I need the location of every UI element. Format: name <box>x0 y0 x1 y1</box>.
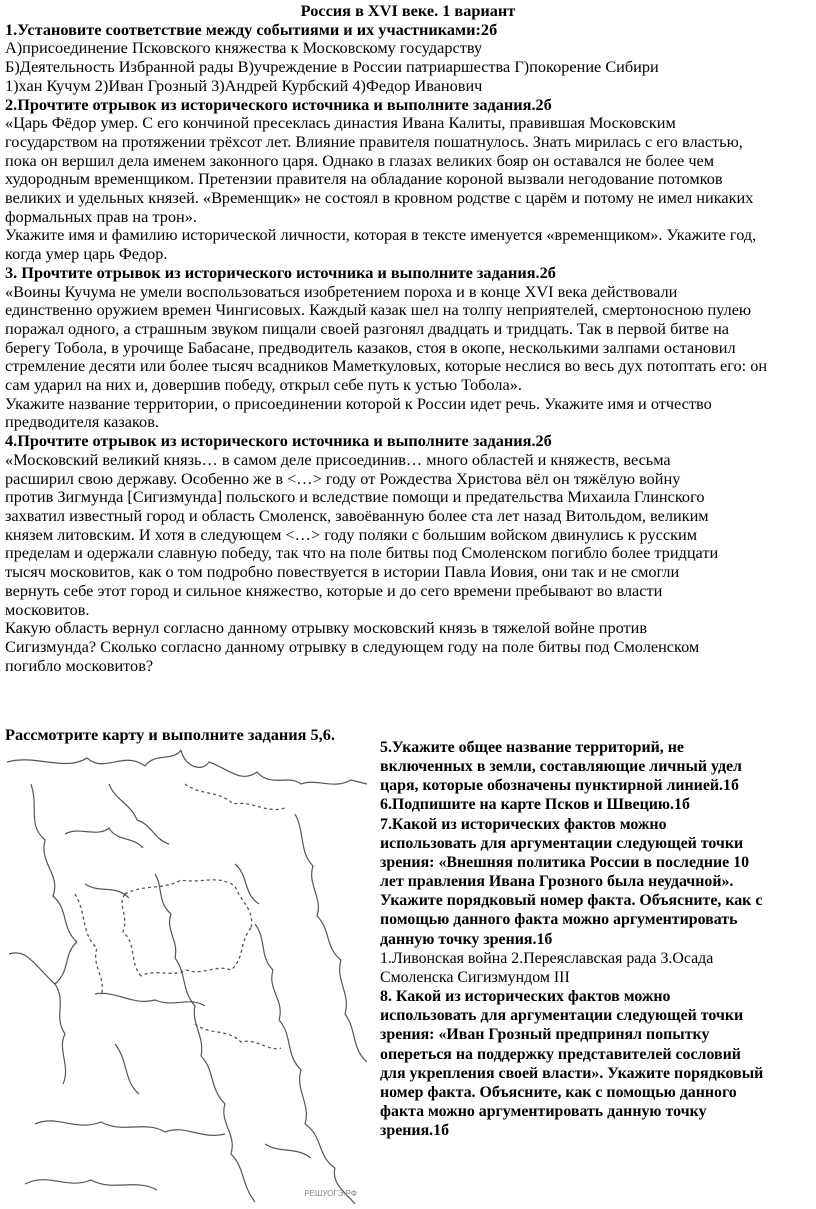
question-8 <box>380 987 811 1140</box>
question-4-line: «Московский великий князь… в самом деле присоединив… много областей и княжеств, весьма <box>5 449 671 469</box>
question-8-line: зрения.1б <box>380 1122 450 1140</box>
map-heading: Рассмотрите карту и выполните задания 5,6. <box>5 725 335 744</box>
question-2-line: худородным временщиком. Претензии правителя на обладание короной вызвали негодование потомков <box>5 169 723 189</box>
question-2-line: государством на протяжении трёхсот лет. Влияние правителя пошатнулось. Знать мирилась с его властью, <box>5 131 743 151</box>
question-3-line: единственно оружием времен Чингисовых. Каждый казак шел на толпу неприятелей, смертоносною пулею <box>5 300 752 320</box>
question-4-line: московитов. <box>5 599 90 619</box>
question-4-line: князем литовским. И хотя в следующем <…> году поляки с большим войском двинулись к русским <box>5 524 698 544</box>
question-4-heading: 4.Прочтите отрывок из исторического источника и выполните задания.2б <box>5 431 552 451</box>
question-3-line: сам ударил на них и, довершив победу, открыл себе путь к устью Тобола». <box>5 375 522 395</box>
question-3-line: берегу Тобола, в урочище Бабасане, предводитель казаков, стоя в окопе, несколькими залпами остановил <box>5 337 736 357</box>
question-4-line: пределам и одержали славную победу, так что на поле битвы под Смоленском погибло более тридцати <box>5 543 719 563</box>
question-5-line: царя, которые обозначены пунктирной линией.1б <box>380 777 739 795</box>
question-8-line: опереться на поддержку представителей сословий <box>380 1045 741 1063</box>
question-7-options: Смоленска Сигизмундом III <box>380 968 570 986</box>
question-2-line: когда умер царь Федор. <box>5 244 168 264</box>
question-3-heading: 3. Прочтите отрывок из исторического источника и выполните задания.2б <box>5 262 556 282</box>
question-7 <box>380 815 811 987</box>
question-1-line: Б)Деятельность Избранной рады В)учреждение в России патриаршества Г)покорение Сибири <box>5 57 659 77</box>
question-3-line: поражал одного, а страшным звуком пищали своей разгонял двадцать и тридцать. Так в первой битве на <box>5 318 730 338</box>
question-6 <box>380 795 811 814</box>
map-questions <box>380 738 811 1140</box>
question-4-line: тысяч московитов, как о том подробно повествуется в истории Павла Иовия, они так и не смогли <box>5 562 680 582</box>
question-2-line: «Царь Фёдор умер. С его кончиной пресеклась династия Ивана Калиты, правившая Московским <box>5 113 676 133</box>
map-drawing <box>5 744 367 1204</box>
question-2 <box>5 96 811 264</box>
question-7-options: 1.Ливонская война 2.Переяславская рада 3.Осада <box>380 949 714 967</box>
question-7-line: зрения: «Внешняя политика России в последние 10 <box>380 853 750 871</box>
question-5 <box>380 738 811 795</box>
question-3-line: стремление десяти или более тысяч всадников Маметкуловых, которые неслися во весь дух потоптать его: он <box>5 356 768 376</box>
question-4-line: захватил известный город и область Смоленск, завоёванную более ста лет назад Витольдом, великим <box>5 505 709 525</box>
question-5-line: 5.Укажите общее название территорий, не <box>380 739 684 756</box>
map-section <box>5 725 811 1198</box>
question-4-line: против Зигмунда [Сигизмунда] польского и вследствие помощи и предательства Михаила Глинского <box>5 487 705 507</box>
question-7-line: 7.Какой из исторических фактов можно <box>380 815 667 833</box>
question-2-heading: 2.Прочтите отрывок из исторического источника и выполните задания.2б <box>5 94 552 114</box>
question-4-line: вернуть себе этот город и сильное княжество, которые и до сего времени пребывают во власти <box>5 580 663 600</box>
question-3 <box>5 264 811 432</box>
question-2-line: Укажите имя и фамилию исторической личности, которая в тексте именуется «временщиком». Укажите год, <box>5 225 757 245</box>
question-8-line: зрения: «Иван Грозный предпринял попытку <box>380 1026 710 1044</box>
question-2-line: пока он вершил дела именем законного царя. Однако в глазах великих бояр он оставался не более чем <box>5 150 715 170</box>
question-1 <box>5 21 811 96</box>
question-8-line: номер факта. Объясните, как с помощью данного <box>380 1083 737 1101</box>
history-map <box>5 744 367 1204</box>
question-8-line: факта можно аргументировать данную точку <box>380 1102 707 1120</box>
question-7-line: Укажите порядковый номер факта. Объясните, как с <box>380 892 763 910</box>
worksheet-page <box>5 0 811 1198</box>
question-1-heading: 1.Установите соответствие между событиями и их участниками:2б <box>5 19 498 39</box>
question-2-line: формальных прав на трон». <box>5 206 197 226</box>
question-6-line: 6.Подпишите на карте Псков и Швецию.1б <box>380 796 690 814</box>
question-1-line: А)присоединение Псковского княжества к Московскому государству <box>5 38 483 58</box>
question-8-line: для укрепления своей власти». Укажите порядковый <box>380 1064 764 1082</box>
question-1-line: 1)хан Кучум 2)Иван Грозный 3)Андрей Курбский 4)Федор Иванович <box>5 75 483 95</box>
question-3-line: Укажите название территории, о присоединении которой к России идет речь. Укажите имя и отчество <box>5 393 712 413</box>
question-8-line: 8. Какой из исторических фактов можно <box>380 988 671 1006</box>
question-5-line: включенных в земли, составляющие личный удел <box>380 758 742 776</box>
question-4-line: Какую область вернул согласно данному отрывку московский князь в тяжелой войне против <box>5 618 648 638</box>
question-4-line: расширил свою державу. Особенно же в <…> году от Рождества Христова вёл он тяжёлую войну <box>5 468 681 488</box>
map-watermark: РЕШУОГЭ.РФ <box>304 1189 357 1198</box>
question-4-line: Сигизмунда? Сколько согласно данному отрывку в следующем году на поле битвы под Смоленском <box>5 636 700 656</box>
page-title: Россия в XVI веке. 1 вариант <box>300 1 516 20</box>
question-7-line: помощью данного факта можно аргументировать <box>380 911 738 929</box>
question-8-line: использовать для аргументации следующей точки <box>380 1007 744 1025</box>
question-7-line: использовать для аргументации следующей точки <box>380 834 744 852</box>
question-4-line: погибло московитов? <box>5 655 154 675</box>
question-3-line: предводителя казаков. <box>5 412 159 432</box>
question-2-line: великих и удельных князей. «Временщик» не состоял в кровном родстве с царём и потому не имел никаких <box>5 188 754 208</box>
question-4 <box>5 432 811 675</box>
question-7-line: лет правления Ивана Грозного была неудачной». <box>380 873 734 891</box>
question-3-line: «Воины Кучума не умели воспользоваться изобретением пороха и в конце XVI века действовали <box>5 281 678 301</box>
question-7-line: данную точку зрения.1б <box>380 930 553 948</box>
